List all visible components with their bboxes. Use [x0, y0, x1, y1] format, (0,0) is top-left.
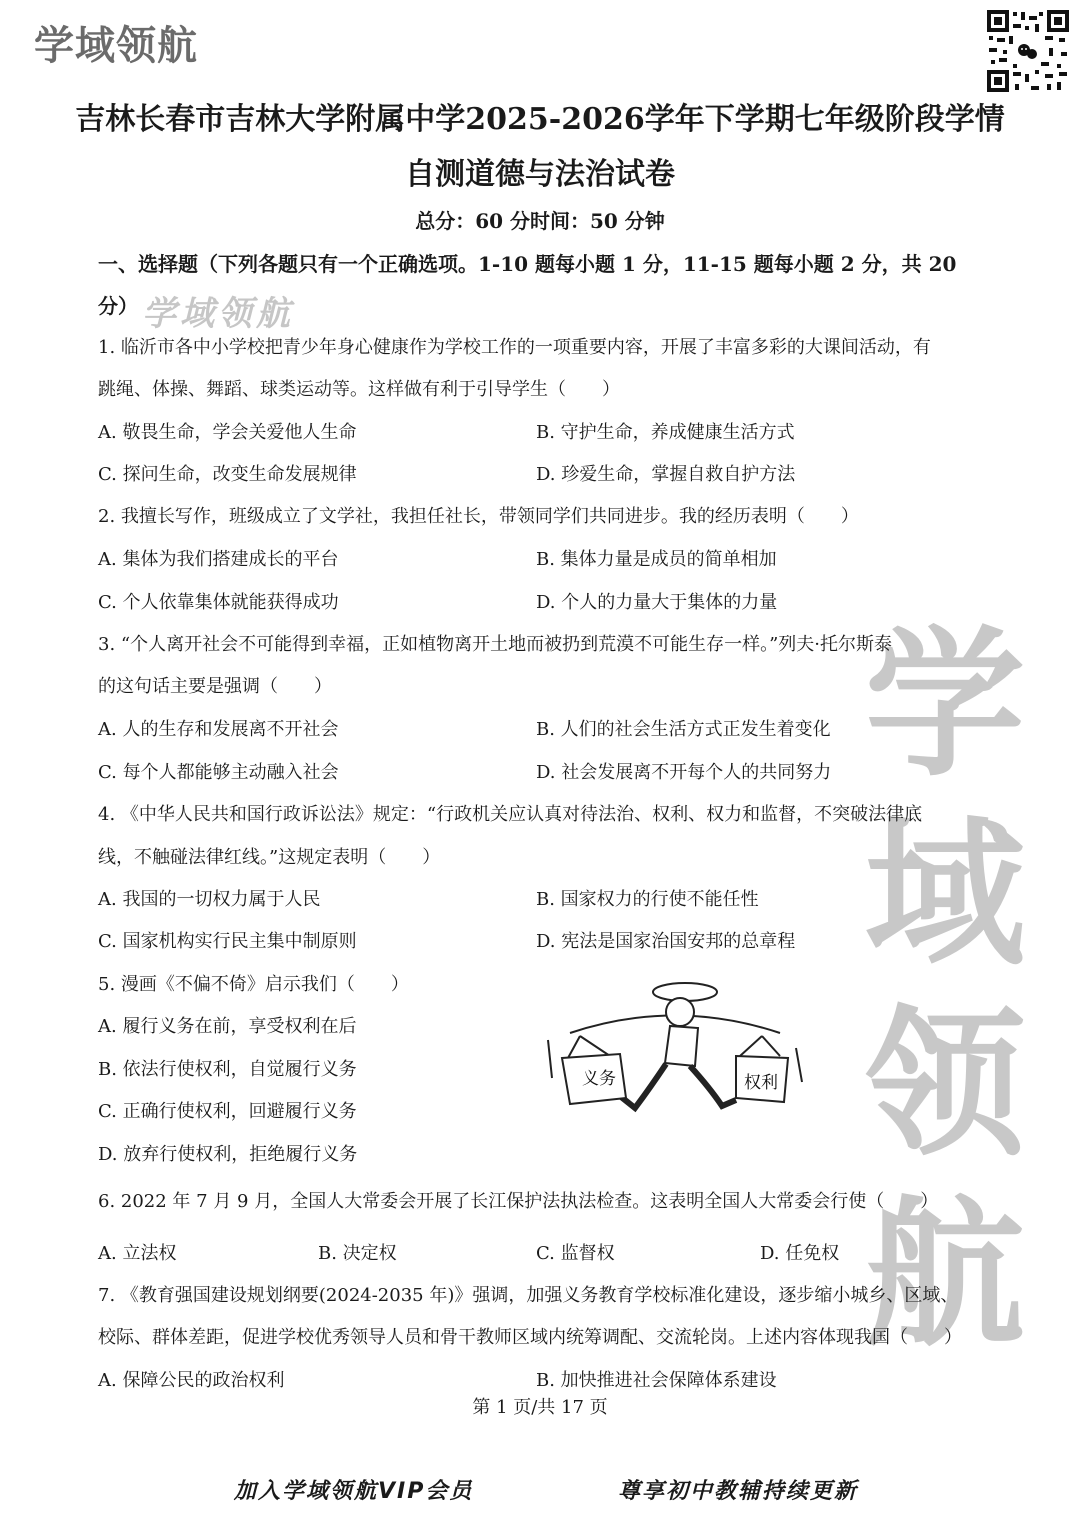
question-6-option-a: A. 立法权 — [98, 1243, 177, 1264]
question-5-option-d: D. 放弃行使权利，拒绝履行义务 — [98, 1144, 358, 1165]
question-4-option-b: B. 国家权力的行使不能任性 — [536, 889, 759, 910]
question-3-option-c: C. 每个人都能够主动融入社会 — [98, 762, 339, 783]
vertical-watermark: 学域领航 — [864, 611, 1025, 1368]
page-number: 第 1 页/共 17 页 — [472, 1397, 608, 1418]
cartoon-label-duty: 义务 — [582, 1069, 616, 1089]
question-2-line1: 2. 我擅长写作，班级成立了文学社，我担任社长，带领同学们共同进步。我的经历表明（ ） — [98, 506, 859, 527]
question-7-option-b: B. 加快推进社会保障体系建设 — [536, 1370, 777, 1391]
question-7-line1: 7. 《教育强国建设规划纲要(2024-2035 年)》强调，加强义务教育学校标准化建设，逐步缩小城乡、区域、 — [98, 1285, 959, 1306]
question-4-line2: 线，不触碰法律红线。”这规定表明（ ） — [98, 847, 441, 868]
cartoon-label-right: 权利 — [744, 1073, 778, 1093]
question-6-option-c: C. 监督权 — [536, 1243, 615, 1264]
question-4-option-c: C. 国家机构实行民主集中制原则 — [98, 931, 357, 952]
question-7-line2: 校际、群体差距，促进学校优秀领导人员和骨干教师区域内统筹调配、交流轮岗。上述内容体现我国（ ） — [98, 1327, 962, 1348]
qr-code — [985, 8, 1071, 94]
question-4-line1: 4. 《中华人民共和国行政诉讼法》规定：“行政机关应认真对待法治、权利、权力和监督，不突破法律底 — [98, 804, 923, 825]
question-2-option-a: A. 集体为我们搭建成长的平台 — [98, 549, 339, 570]
section-heading-line1: 一、选择题（下列各题只有一个正确选项。1-10 题每小题 1 分，11-15 题每小题 2 分，共 20 — [98, 252, 957, 276]
question-2-option-b: B. 集体力量是成员的简单相加 — [536, 549, 777, 570]
question-1-option-b: B. 守护生命，养成健康生活方式 — [536, 422, 795, 443]
question-3-option-a: A. 人的生存和发展离不开社会 — [98, 719, 339, 740]
question-1-option-a: A. 敬畏生命，学会关爱他人生命 — [98, 422, 357, 443]
promo-join-vip: 加入学域领航VIP会员 — [234, 1479, 474, 1504]
question-2-option-c: C. 个人依靠集体就能获得成功 — [98, 592, 339, 613]
exam-title-line2: 自测道德与法治试卷 — [405, 157, 675, 192]
question-3-option-d: D. 社会发展离不开每个人的共同努力 — [536, 762, 832, 783]
promo-updates: 尊享初中教辅持续更新 — [618, 1479, 859, 1504]
question-5-line1: 5. 漫画《不偏不倚》启示我们（ ） — [98, 974, 409, 995]
question-5-option-b: B. 依法行使权利，自觉履行义务 — [98, 1059, 357, 1080]
exam-meta: 总分：60 分时间：50 分钟 — [415, 209, 665, 233]
section-heading-line2: 分） — [98, 294, 138, 318]
question-6-option-d: D. 任免权 — [760, 1243, 840, 1264]
question-4-option-a: A. 我国的一切权力属于人民 — [98, 889, 321, 910]
question-7-option-a: A. 保障公民的政治权利 — [98, 1370, 285, 1391]
inline-watermark: 学域领航 — [142, 294, 294, 334]
question-3-option-b: B. 人们的社会生活方式正发生着变化 — [536, 719, 831, 740]
question-1-option-d: D. 珍爱生命，掌握自救自护方法 — [536, 464, 796, 485]
question-4-option-d: D. 宪法是国家治国安邦的总章程 — [536, 931, 796, 952]
question-5-option-c: C. 正确行使权利，回避履行义务 — [98, 1101, 357, 1122]
question-1-line2: 跳绳、体操、舞蹈、球类运动等。这样做有利于引导学生（ ） — [98, 379, 620, 400]
cartoon-illustration — [540, 978, 810, 1138]
question-6-option-b: B. 决定权 — [318, 1243, 397, 1264]
question-1-line1: 1. 临沂市各中小学校把青少年身心健康作为学校工作的一项重要内容，开展了丰富多彩的大课间活动，有 — [98, 337, 931, 358]
brand-logo: 学域领航 — [34, 23, 198, 69]
question-1-option-c: C. 探问生命，改变生命发展规律 — [98, 464, 357, 485]
exam-title-line1: 吉林长春市吉林大学附属中学2025-2026学年下学期七年级阶段学情 — [75, 102, 1005, 137]
question-6-line1: 6. 2022 年 7 月 9 月，全国人大常委会开展了长江保护法执法检查。这表明全国人大常委会行使（ ） — [98, 1191, 939, 1212]
question-2-option-d: D. 个人的力量大于集体的力量 — [536, 592, 778, 613]
question-5-option-a: A. 履行义务在前，享受权利在后 — [98, 1016, 357, 1037]
question-3-line2: 的这句话主要是强调（ ） — [98, 676, 332, 697]
question-3-line1: 3. “个人离开社会不可能得到幸福，正如植物离开土地而被扔到荒漠不可能生存一样。”列夫·托尔斯泰 — [98, 634, 893, 655]
